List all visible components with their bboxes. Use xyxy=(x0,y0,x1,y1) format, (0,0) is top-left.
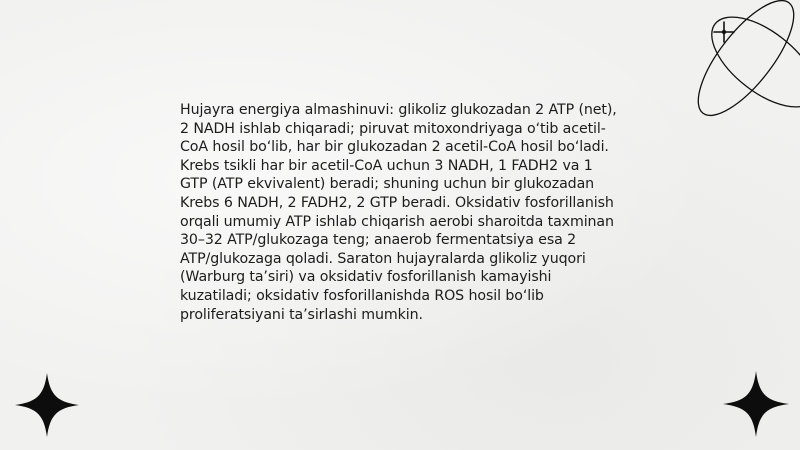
body-paragraph: Hujayra energiya almashinuvi: glikoliz glukozadan 2 ATP (net), 2 NADH ishlab chiqaradi; piruvat mitoxondriyaga o‘tib acetil-CoA hosil bo‘lib, har bir glukozadan 2 acetil-CoA hosil bo‘ladi. Krebs tsikli har bir acetil-CoA uchun 3 NADH, 1 FADH2 va 1 GTP (ATP ekvivalent) beradi; shuning uchun bir glukozadan Krebs 6 NADH, 2 FADH2, 2 GTP beradi. Oksidativ fosforillanish orqali umumiy ATP ishlab chiqarish aerobi sharoitda taxminan 30–32 ATP/glukozaga teng; anaerob fermentatsiya esa 2 ATP/glukozaga qoladi. Saraton hujayralarda glikoliz yuqori (Warburg ta’siri) va oksidativ fosforillanish kamayishi kuzatiladi; oksidativ fosforillanishda ROS hosil bo‘lib proliferatsiyani ta’sirlashi mumkin. xyxy=(180,102,617,323)
four-point-star-icon xyxy=(14,372,80,438)
four-point-star-icon xyxy=(722,370,790,438)
orbit-rings-icon xyxy=(668,0,800,140)
